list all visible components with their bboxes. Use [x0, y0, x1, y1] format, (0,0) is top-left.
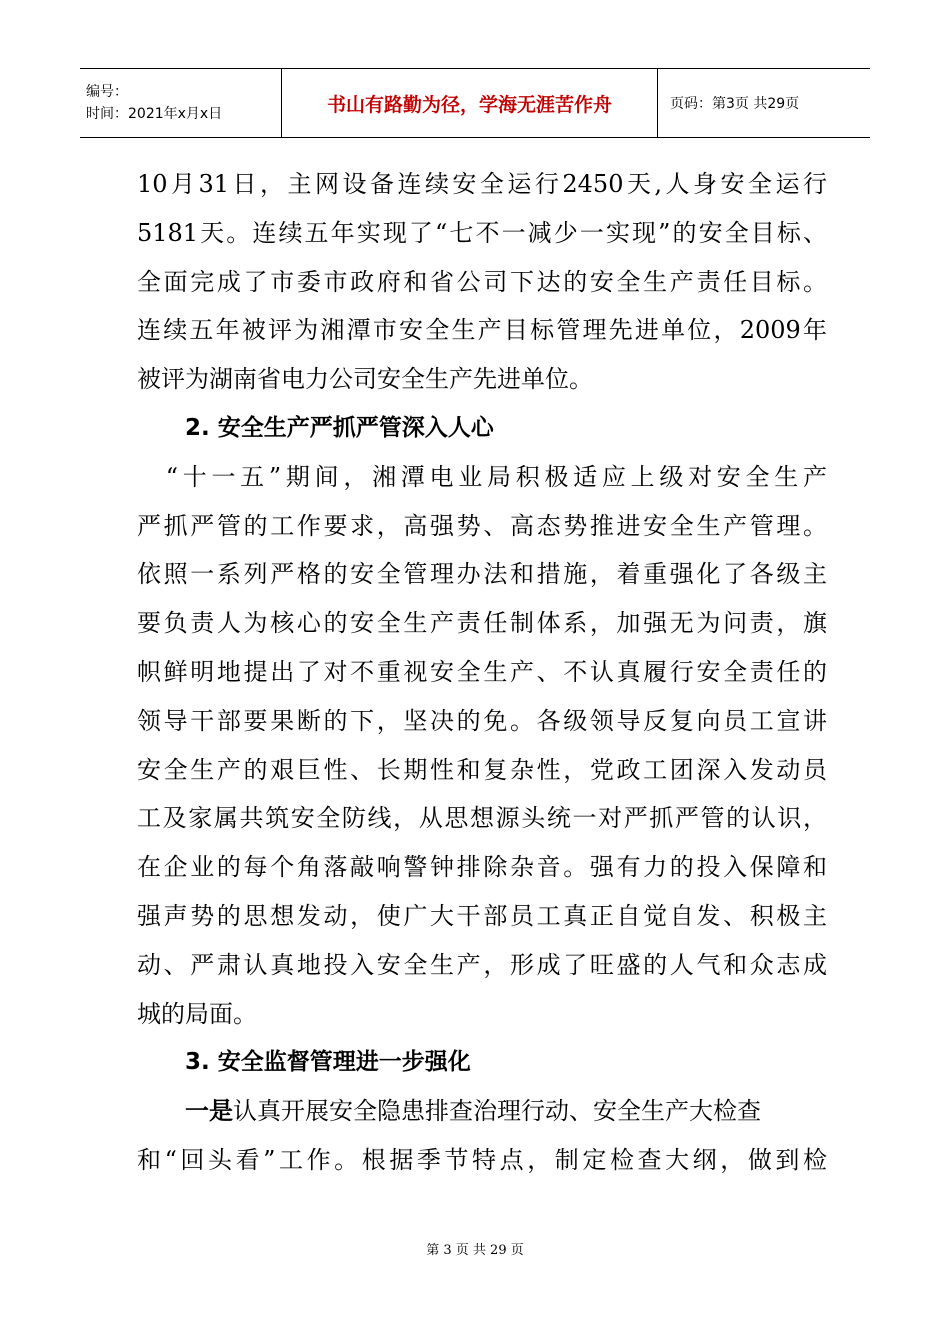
body-line: “十一五”期间，湘潭电业局积极适应上级对安全生产	[137, 462, 827, 491]
body-line: 严抓严管的工作要求，高强势、高态势推进安全生产管理。	[137, 511, 827, 540]
body-line: 被评为湖南省电力公司安全生产先进单位。	[137, 365, 593, 394]
page-footer: 第 3 页 共 29 页	[426, 1243, 524, 1258]
page-header	[80, 68, 870, 138]
body-line: 10月31日，主网设备连续安全运行2450天,人身安全运行	[137, 170, 827, 198]
body-line: 领导干部要果断的下，坚决的免。各级领导反复向员工宣讲	[137, 706, 827, 735]
body-line: 依照一系列严格的安全管理办法和措施，着重强化了各级主	[137, 560, 827, 589]
header-page-label: 页码：第3页 共29页	[670, 96, 800, 112]
header-motto: 书山有路勤为径，学海无涯苦作舟	[282, 69, 658, 137]
section-heading-3: 3. 安全监督管理进一步强化	[185, 1049, 471, 1076]
body-line: 连续五年被评为湘潭市安全生产目标管理先进单位，2009年	[137, 316, 827, 345]
body-line: 安全生产的艰巨性、长期性和复杂性，党政工团深入发动员	[137, 755, 827, 784]
para-lead-bold: 一是	[185, 1097, 233, 1126]
section-heading-2: 2. 安全生产严抓严管深入人心	[185, 414, 494, 441]
doc-time-label: 时间：2021年x月x日	[86, 106, 223, 122]
body-line: 动、严肃认真地投入安全生产，形成了旺盛的人气和众志成	[137, 950, 827, 979]
doc-number-label: 编号：	[86, 84, 128, 100]
body-line: 帜鲜明地提出了对不重视安全生产、不认真履行安全责任的	[137, 657, 827, 686]
body-line: 在企业的每个角落敲响警钟排除杂音。强有力的投入保障和	[137, 853, 827, 882]
para-lead-rest: 认真开展安全隐患排查治理行动、安全生产大检查	[233, 1097, 761, 1126]
body-line: 强声势的思想发动，使广大干部员工真正自觉自发、积极主	[137, 901, 827, 930]
body-line: 要负责人为核心的安全生产责任制体系，加强无为问责，旗	[137, 609, 827, 638]
document-body	[137, 160, 827, 1185]
body-line: 5181天。连续五年实现了“七不一减少一实现”的安全目标、	[137, 218, 827, 247]
body-line: 城的局面。	[137, 999, 257, 1028]
body-line: 和“回头看”工作。根据季节特点，制定检查大纲，做到检	[137, 1145, 827, 1174]
body-line: 工及家属共筑安全防线，从思想源头统一对严抓严管的认识，	[137, 804, 827, 833]
body-line: 全面完成了市委市政府和省公司下达的安全生产责任目标。	[137, 267, 827, 296]
header-meta	[80, 69, 282, 137]
body-line	[137, 1087, 827, 1136]
